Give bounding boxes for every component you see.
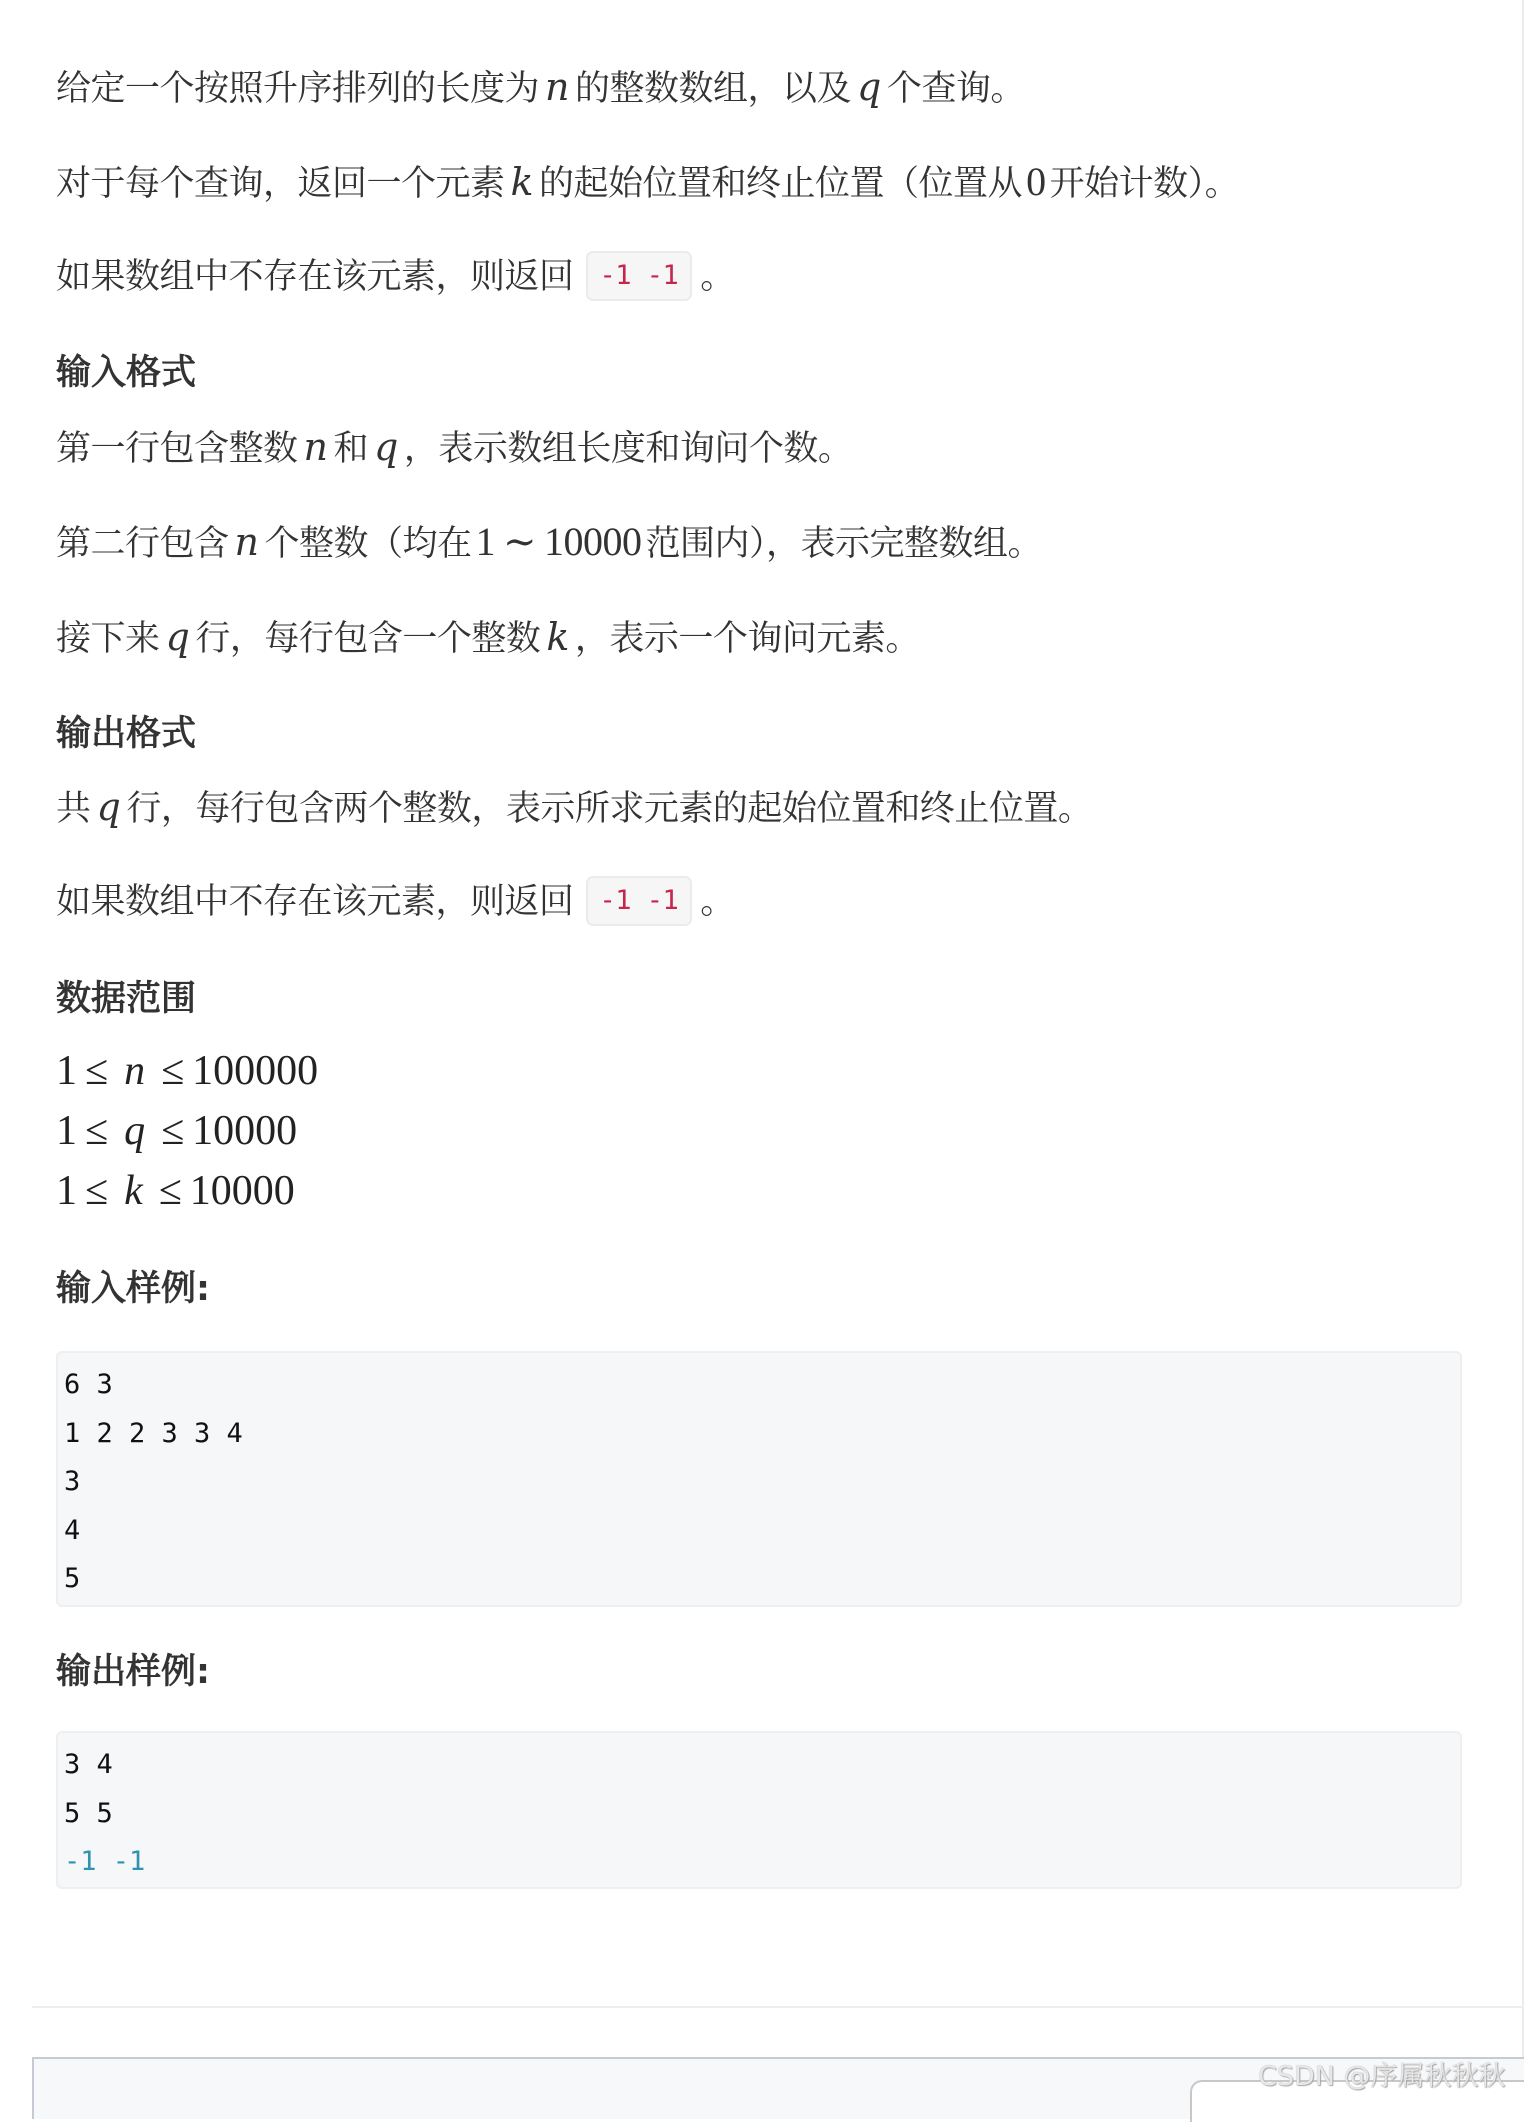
sample-input-code-block[interactable] [56,1351,1462,1607]
range-row-q [56,1103,297,1159]
math-var-k: k [510,160,534,204]
csdn-watermark: CSDN @序属秋秋秋 [1258,2061,1506,2092]
leq-symbol: ≤ [158,1168,182,1214]
math-var-k: k [546,615,569,659]
math-var-n: n [303,425,328,469]
code-line: 5 5 [64,1797,113,1829]
description-paragraph-1 [56,62,1025,112]
math-var-q: q [96,785,121,829]
math-var-q: q [165,615,190,659]
input-format-paragraph-3 [56,612,920,662]
input-format-paragraph-2 [56,517,1042,567]
section-divider [32,2006,1524,2008]
code-line: 3 [64,1466,81,1497]
range-var: k [124,1168,143,1214]
text: 范围内），表示完整数组。 [645,524,1043,564]
math-var-q: q [374,425,398,469]
range-high: 10000 [189,1168,295,1214]
sample-input-heading: 输入样例: [56,1269,210,1309]
range-high: 100000 [192,1048,319,1094]
range-low: 1 [56,1108,77,1154]
leq-symbol: ≤ [85,1108,109,1154]
code-line: 3 4 [64,1749,113,1780]
text: 的整数数组，以及 [575,69,852,109]
text: 个整数（均在 [264,524,472,564]
math-number-max: 10000 [544,519,642,564]
leq-symbol: ≤ [85,1048,109,1094]
output-format-paragraph-2 [56,877,735,927]
text: 如果数组中不存在该元素，则返回 [56,882,574,922]
math-var-n: n [234,520,259,564]
range-row-k [56,1163,295,1219]
text: 给定一个按照升序排列的长度为 [56,69,540,109]
sample-output-heading: 输出样例: [56,1652,210,1692]
code-line: 1 2 2 3 3 4 [64,1417,243,1449]
input-format-heading: 输入格式 [56,353,197,393]
text: 个查询。 [886,69,1025,109]
leq-symbol: ≤ [161,1048,185,1094]
math-number-one: 1 [475,519,496,564]
text: ，表示数组长度和询问个数。 [403,429,853,469]
range-var: n [124,1048,146,1094]
text: 和 [333,429,369,469]
text: 行，每行包含一个整数 [195,619,541,659]
text: 如果数组中不存在该元素，则返回 [56,257,574,297]
math-tilde: ∼ [503,519,537,564]
text: 对于每个查询，返回一个元素 [56,164,505,204]
text: 接下来 [56,619,160,659]
range-low: 1 [56,1048,77,1094]
range-var: q [124,1108,146,1154]
math-number-zero: 0 [1026,159,1046,204]
code-line: 4 [64,1514,81,1546]
text: 。 [700,882,735,922]
inline-code: -1 -1 [586,251,693,301]
leq-symbol: ≤ [161,1108,185,1154]
input-format-paragraph-1 [56,422,852,472]
text: 。 [700,257,735,297]
text: 第一行包含整数 [56,429,298,469]
code-line: 6 3 [64,1369,113,1400]
text: ，表示一个询问元素。 [574,619,920,659]
range-low: 1 [56,1168,77,1214]
code-line: 5 [64,1563,81,1594]
range-high: 10000 [192,1108,298,1154]
range-row-n [56,1043,318,1099]
description-paragraph-3 [56,252,735,302]
text: 第二行包含 [56,524,229,564]
text: 的起始位置和终止位置（位置从 [539,164,1023,204]
description-paragraph-2 [56,157,1239,207]
text: 行，每行包含两个整数，表示所求元素的起始位置和终止位置。 [126,789,1093,829]
text: 共 [56,789,91,829]
output-format-heading: 输出格式 [56,714,197,754]
text: 开始计数）。 [1049,164,1240,204]
code-line: -1 -1 [64,1846,146,1877]
inline-code: -1 -1 [586,876,693,926]
data-range-heading: 数据范围 [56,979,197,1019]
leq-symbol: ≤ [85,1168,109,1214]
sample-output-code-block[interactable] [56,1731,1462,1889]
math-var-n: n [545,65,569,109]
math-var-q: q [857,65,881,109]
output-format-paragraph-1 [56,782,1092,832]
